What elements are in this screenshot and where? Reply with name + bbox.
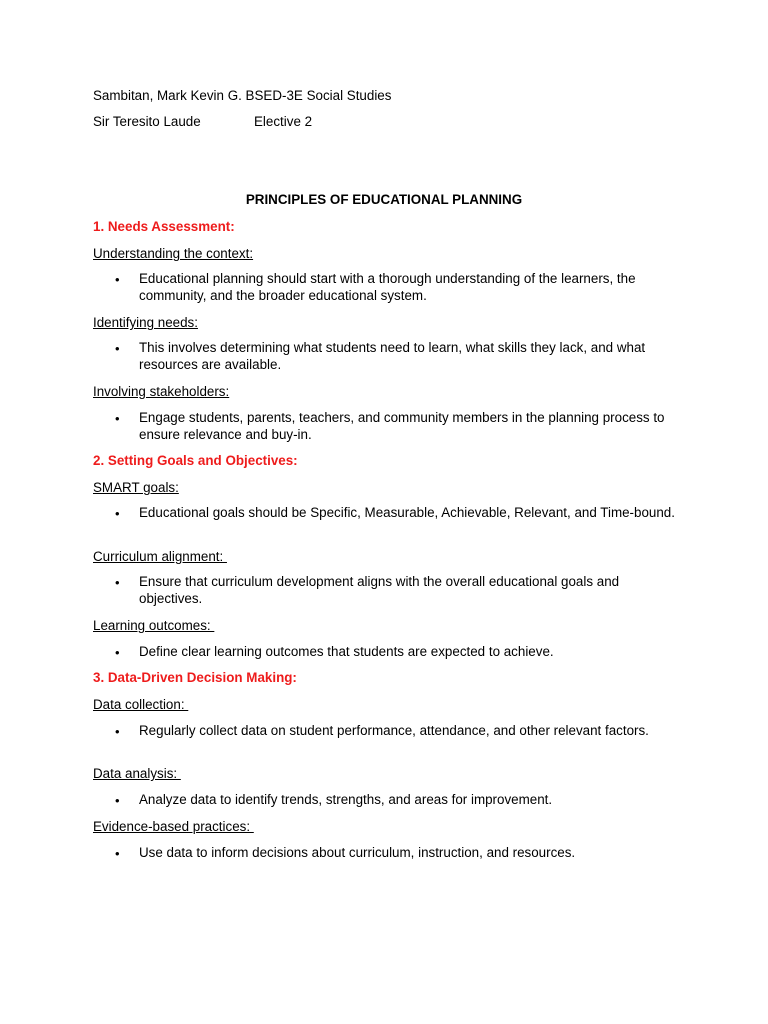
bullet-icon: • [115, 724, 120, 739]
subheading-learning-outcomes: Learning outcomes: [93, 618, 215, 633]
bullet-text: This involves determining what students need to learn, what skills they lack, and what resources are available. [139, 340, 646, 372]
subheading-involving-stakeholders: Involving stakeholders: [93, 384, 230, 399]
bullet-text: Engage students, parents, teachers, and community members in the planning process to ensure relevance and buy-in. [139, 410, 665, 442]
bullet-text: Analyze data to identify trends, strengths, and areas for improvement. [139, 792, 553, 807]
bullet-text: Define clear learning outcomes that students are expected to achieve. [139, 644, 554, 659]
bullet-text: Regularly collect data on student performance, attendance, and other relevant factors. [139, 723, 649, 738]
bullet-icon: • [115, 645, 120, 660]
subheading-evidence-based: Evidence-based practices: [93, 819, 254, 834]
bullet-icon: • [115, 793, 120, 808]
subheading-curriculum-alignment: Curriculum alignment: [93, 549, 227, 564]
bullet-icon: • [115, 272, 120, 287]
subheading-smart-goals: SMART goals: [93, 480, 179, 495]
section-heading-needs-assessment: 1. Needs Assessment: [93, 219, 235, 234]
section-heading-data-driven: 3. Data-Driven Decision Making: [93, 670, 297, 685]
course-name: Elective 2 [254, 114, 313, 129]
bullet-text: Educational goals should be Specific, Measurable, Achievable, Relevant, and Time-bound. [139, 505, 675, 520]
subheading-data-analysis: Data analysis: [93, 766, 181, 781]
bullet-icon: • [115, 411, 120, 426]
instructor-name: Sir Teresito Laude [93, 114, 201, 129]
student-info-line: Sambitan, Mark Kevin G. BSED-3E Social Studies [93, 88, 392, 103]
bullet-text: Use data to inform decisions about curriculum, instruction, and resources. [139, 845, 576, 860]
subheading-identifying-needs: Identifying needs: [93, 315, 198, 330]
bullet-text: Educational planning should start with a thorough understanding of the learners, the community, and the broader educational system. [139, 271, 636, 303]
section-heading-setting-goals: 2. Setting Goals and Objectives: [93, 453, 298, 468]
bullet-icon: • [115, 846, 120, 861]
bullet-icon: • [115, 341, 120, 356]
page-title: PRINCIPLES OF EDUCATIONAL PLANNING [245, 192, 523, 207]
bullet-text: Ensure that curriculum development aligns with the overall educational goals and objectives. [139, 574, 620, 606]
subheading-understanding-context: Understanding the context: [93, 246, 254, 261]
bullet-icon: • [115, 506, 120, 521]
bullet-icon: • [115, 575, 120, 590]
subheading-data-collection: Data collection: [93, 697, 189, 712]
